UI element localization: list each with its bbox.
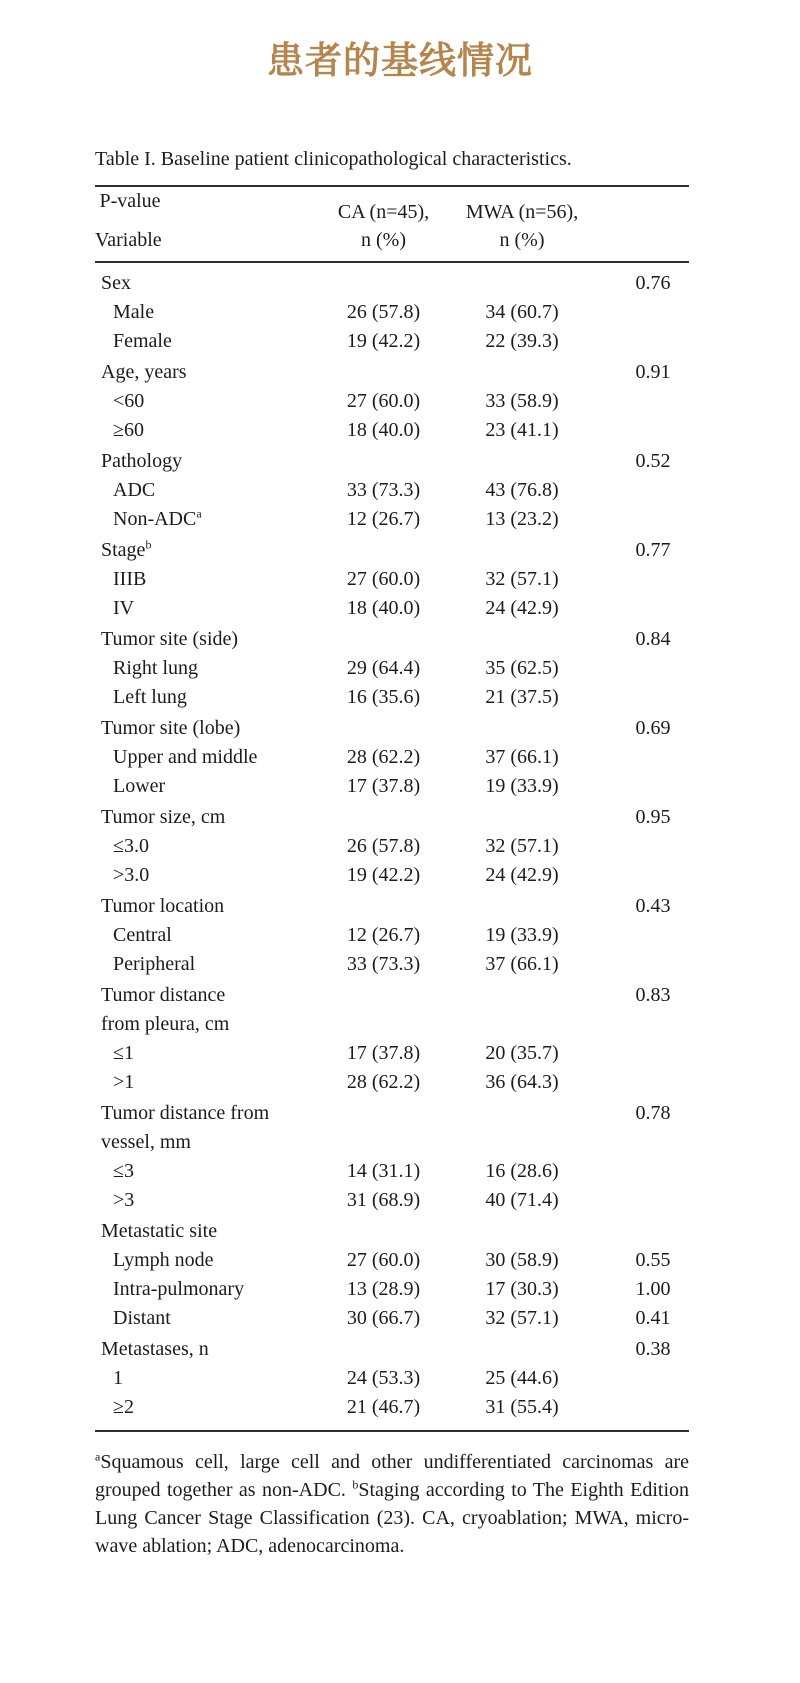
ca-value: 13 (28.9) — [346, 1278, 421, 1300]
table-row — [95, 1039, 689, 1068]
ca-value: 21 (46.7) — [346, 1396, 421, 1418]
row-label: <60 — [113, 390, 145, 412]
table-row — [95, 1393, 689, 1422]
table-row — [95, 565, 689, 594]
ca-value: 26 (57.8) — [346, 301, 421, 323]
row-label: ≥2 — [113, 1396, 134, 1418]
mwa-value: 22 (39.3) — [485, 330, 559, 352]
row-label: ≤1 — [113, 1042, 134, 1064]
ca-value: 30 (66.7) — [346, 1307, 421, 1329]
col-header-variable: Variable — [95, 229, 162, 251]
row-label: 1 — [113, 1367, 123, 1389]
row-label-line2: from pleura, cm — [101, 1013, 230, 1035]
table-row — [95, 683, 689, 712]
p-value: 0.84 — [635, 628, 671, 650]
table-rule-bottom — [95, 1430, 689, 1432]
ca-value: 19 (42.2) — [346, 330, 421, 352]
ca-value: 18 (40.0) — [346, 419, 421, 441]
table-header — [95, 187, 689, 261]
ca-value: 27 (60.0) — [346, 1249, 421, 1271]
mwa-value: 34 (60.7) — [485, 301, 559, 323]
table-row — [95, 327, 689, 356]
footnote-marker: b — [145, 537, 152, 552]
table-row — [95, 1068, 689, 1097]
table-row — [95, 1304, 689, 1333]
table-figure — [95, 146, 689, 1560]
table-row — [95, 950, 689, 979]
mwa-value: 21 (37.5) — [485, 686, 559, 708]
p-value: 0.77 — [635, 539, 671, 561]
table-row — [95, 594, 689, 623]
p-value: 0.95 — [635, 806, 671, 828]
p-value: 0.38 — [635, 1338, 671, 1360]
ca-value: 14 (31.1) — [346, 1160, 421, 1182]
mwa-value: 35 (62.5) — [485, 657, 559, 679]
table-row — [95, 625, 689, 654]
row-label: Stage$^b$ — [101, 537, 152, 561]
row-label: Metastatic site — [101, 1220, 218, 1242]
col-header-ca-line1: CA (n=45), — [337, 201, 430, 223]
mwa-value: 25 (44.6) — [485, 1367, 559, 1389]
mwa-value: 32 (57.1) — [485, 835, 559, 857]
row-label: Central — [113, 924, 172, 946]
table-row — [95, 892, 689, 921]
table-row — [95, 298, 689, 327]
mwa-value: 40 (71.4) — [485, 1189, 559, 1211]
row-label: Sex — [101, 272, 131, 294]
mwa-value: 37 (66.1) — [485, 953, 559, 975]
row-label: ≥60 — [113, 419, 144, 441]
table-row — [95, 1099, 689, 1157]
row-label: Tumor distance from vessel, mm — [95, 1099, 689, 1157]
row-label: >3.0 — [113, 864, 150, 886]
ca-value: 29 (64.4) — [346, 657, 421, 679]
row-label: Right lung — [113, 657, 199, 679]
mwa-value: 23 (41.1) — [485, 419, 559, 441]
table-row — [95, 772, 689, 801]
table-row — [95, 861, 689, 890]
col-header-ca-line2: n (%) — [361, 229, 406, 251]
row-label: IIIB — [113, 568, 147, 590]
row-label: >1 — [113, 1071, 135, 1093]
mwa-value: 32 (57.1) — [485, 1307, 559, 1329]
table-row — [95, 1186, 689, 1215]
row-label: Age, years — [101, 361, 187, 383]
row-label: Tumor location — [101, 895, 225, 917]
row-label: Intra-pulmonary — [113, 1278, 245, 1300]
table-row — [95, 981, 689, 1039]
col-header-p-value: P-value — [99, 190, 161, 212]
mwa-value: 37 (66.1) — [485, 746, 559, 768]
table-row — [95, 743, 689, 772]
table-row — [95, 505, 689, 534]
table-row — [95, 1157, 689, 1186]
row-label: Non-ADC$^a$ — [113, 506, 202, 530]
row-label: Tumor site (lobe) — [101, 717, 241, 739]
table-row — [95, 387, 689, 416]
p-value: 0.52 — [635, 450, 671, 472]
p-value: 0.78 — [635, 1102, 671, 1124]
row-label: Peripheral — [113, 953, 196, 975]
table-row — [95, 921, 689, 950]
mwa-value: 43 (76.8) — [485, 479, 559, 501]
table-row — [95, 714, 689, 743]
mwa-value: 19 (33.9) — [485, 775, 559, 797]
ca-value: 31 (68.9) — [346, 1189, 421, 1211]
row-label: Pathology — [101, 450, 183, 472]
row-label: Metastases, n — [101, 1338, 209, 1360]
row-label: Upper and middle — [113, 746, 258, 768]
ca-value: 12 (26.7) — [346, 508, 421, 530]
page-title: 患者的基线情况 — [267, 40, 533, 81]
p-value: 0.76 — [635, 272, 671, 294]
table-row — [95, 447, 689, 476]
row-label: Female — [113, 330, 172, 352]
row-label: Tumor size, cm — [101, 806, 226, 828]
row-label: Tumor site (side) — [101, 628, 239, 650]
row-label: >3 — [113, 1189, 135, 1211]
ca-value: 17 (37.8) — [346, 1042, 421, 1064]
ca-value: 24 (53.3) — [346, 1367, 421, 1389]
p-value: 0.41 — [635, 1307, 671, 1329]
ca-value: 18 (40.0) — [346, 597, 421, 619]
ca-value: 27 (60.0) — [346, 390, 421, 412]
table-row — [95, 416, 689, 445]
col-header-mwa-line1: MWA (n=56), — [465, 201, 579, 223]
ca-value: 33 (73.3) — [346, 953, 421, 975]
col-header-mwa-line2: n (%) — [499, 229, 545, 251]
mwa-value: 16 (28.6) — [485, 1160, 559, 1182]
p-value: 0.83 — [635, 984, 671, 1006]
p-value: 0.91 — [635, 361, 671, 383]
col-header-ca — [337, 198, 430, 254]
ca-value: 28 (62.2) — [346, 1071, 421, 1093]
footnote-marker: a — [196, 506, 202, 521]
mwa-value: 19 (33.9) — [485, 924, 559, 946]
ca-value: 27 (60.0) — [346, 568, 421, 590]
table-row — [95, 803, 689, 832]
mwa-value: 32 (57.1) — [485, 568, 559, 590]
table-footnote: $^a$Squamous cell, large cell and other undifferentiated carcinomas are grouped together as non-ADC. $^b$Staging according to The Eighth Edition Lung Cancer Stage Classification (23). CA, cryoablation; MWA, micro-wave ablation; ADC, adenocarcinoma. — [95, 1449, 689, 1557]
mwa-value: 20 (35.7) — [485, 1042, 559, 1064]
mwa-value: 31 (55.4) — [485, 1396, 559, 1418]
ca-value: 17 (37.8) — [346, 775, 421, 797]
footnote-marker: a — [95, 1449, 101, 1464]
p-value: 1.00 — [635, 1278, 671, 1300]
mwa-value: 33 (58.9) — [485, 390, 559, 412]
row-label: Tumor distance from pleura, cm — [95, 981, 689, 1039]
mwa-value: 36 (64.3) — [485, 1071, 559, 1093]
table-row — [95, 1217, 689, 1246]
row-label: Male — [113, 301, 155, 323]
row-label: Distant — [113, 1307, 171, 1329]
table-body — [95, 263, 689, 1430]
mwa-value: 13 (23.2) — [485, 508, 559, 530]
mwa-value: 17 (30.3) — [485, 1278, 559, 1300]
mwa-value: 24 (42.9) — [485, 597, 559, 619]
ca-value: 16 (35.6) — [346, 686, 421, 708]
table-row — [95, 1246, 689, 1275]
table-caption: Table I. Baseline patient clinicopathological characteristics. — [95, 148, 572, 170]
ca-value: 26 (57.8) — [346, 835, 421, 857]
row-label: ADC — [113, 479, 156, 501]
table-row — [95, 1364, 689, 1393]
ca-value: 28 (62.2) — [346, 746, 421, 768]
table-row — [95, 476, 689, 505]
table-row — [95, 654, 689, 683]
table-row — [95, 358, 689, 387]
table-row — [95, 269, 689, 298]
table-row — [95, 1275, 689, 1304]
table-row — [95, 536, 689, 565]
row-label: ≤3 — [113, 1160, 134, 1182]
p-value: 0.43 — [635, 895, 671, 917]
p-value: 0.55 — [635, 1249, 671, 1271]
mwa-value: 30 (58.9) — [485, 1249, 559, 1271]
table-row — [95, 832, 689, 861]
ca-value: 12 (26.7) — [346, 924, 421, 946]
table-row — [95, 1335, 689, 1364]
footnote-marker: b — [352, 1477, 359, 1492]
ca-value: 33 (73.3) — [346, 479, 421, 501]
p-value: 0.69 — [635, 717, 671, 739]
mwa-value: 24 (42.9) — [485, 864, 559, 886]
row-label: Left lung — [113, 686, 187, 708]
row-label-line2: vessel, mm — [101, 1131, 191, 1153]
row-label: ≤3.0 — [113, 835, 149, 857]
ca-value: 19 (42.2) — [346, 864, 421, 886]
row-label: IV — [113, 597, 135, 619]
row-label: Lymph node — [113, 1249, 214, 1271]
row-label: Lower — [113, 775, 166, 797]
col-header-mwa — [465, 198, 579, 254]
